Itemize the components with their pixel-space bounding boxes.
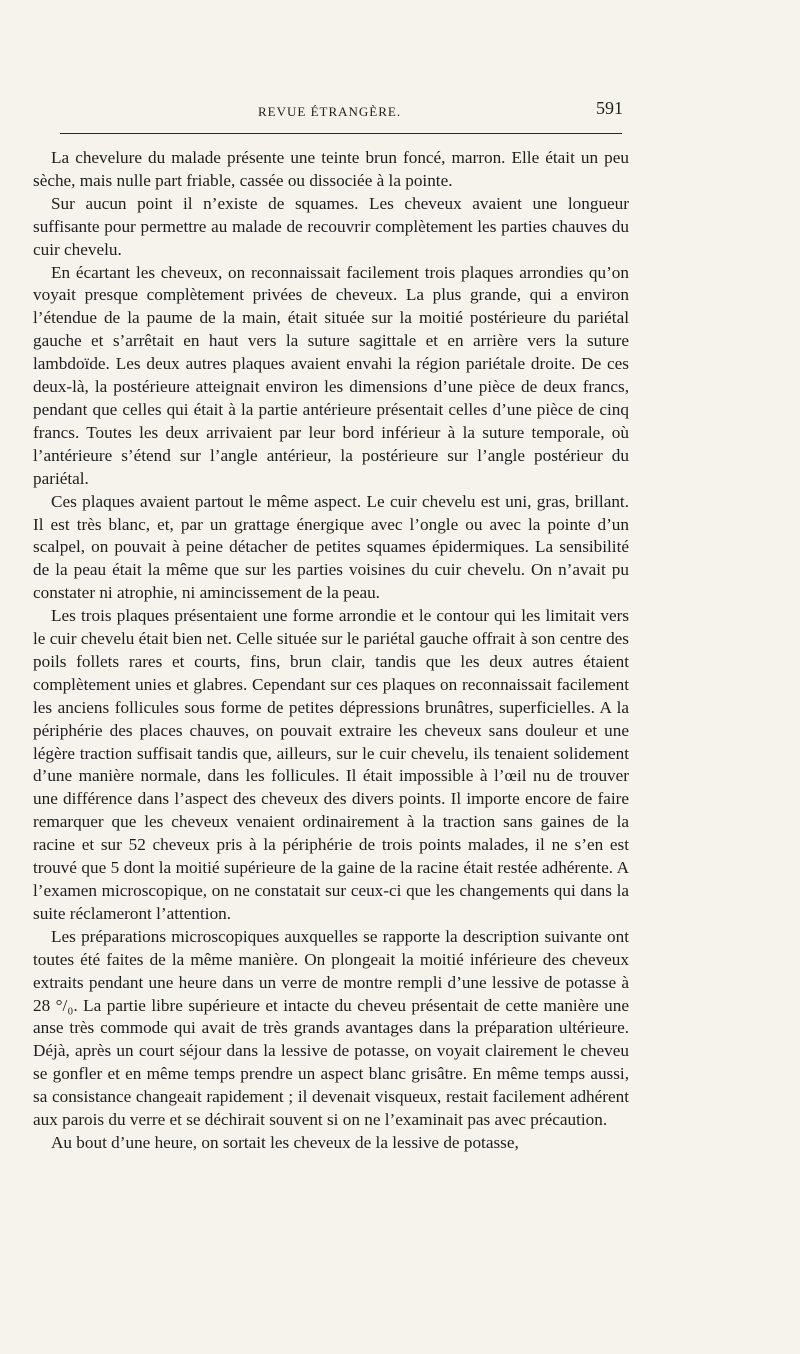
- body-text: [33, 147, 629, 1155]
- paragraph: Les préparations microscopiques auxquelles se rapporte la description suivante ont toutes été faites de la même manière. On plongeait la moitié inférieure des cheveux extraits pendant une heure dans un verre de montre rempli d’une lessive de potasse à 28 °/₀. La partie libre supérieure et intacte du cheveu présentait de cette manière une anse très commode qui avait de très grands avantages dans la préparation ultérieure. Déjà, après un court séjour dans la lessive de potasse, on voyait clairement le cheveu se gonfler et en même temps prendre un aspect blanc grisâtre. En même temps aussi, sa consistance changeait rapidement ; il devenait visqueux, restait facilement adhérent aux parois du verre et se déchirait souvent si on ne l’examinait pas avec précaution.: [33, 926, 629, 1130]
- paragraph: Au bout d’une heure, on sortait les cheveux de la lessive de potasse,: [51, 1132, 519, 1152]
- paragraph: La chevelure du malade présente une teinte brun foncé, marron. Elle était un peu sèche, mais nulle part friable, cassée ou dissociée à la pointe.: [33, 148, 629, 190]
- paragraph: Sur aucun point il n’existe de squames. Les cheveux avaient une longueur suffisante pour permettre au malade de recouvrir complètement les parties chauves du cuir chevelu.: [33, 193, 629, 259]
- paragraph: Ces plaques avaient partout le même aspect. Le cuir chevelu est uni, gras, brillant. Il est très blanc, et, par un grattage énergique avec l’ongle ou avec la pointe d’un scalpel, on pouvait à peine détacher de petites squames épidermiques. La sensibilité de la peau était la même que sur les parties voisines du cuir chevelu. On n’avait pu constater ni atrophie, ni amincissement de la peau.: [33, 491, 629, 603]
- paragraph: En écartant les cheveux, on reconnaissait facilement trois plaques arrondies qu’on voyait presque complètement privées de cheveux. La plus grande, qui a environ l’étendue de la paume de la main, était située sur la moitié postérieure du pariétal gauche et s’arrêtait en haut vers la suture sagittale et en arrière vers la suture lambdoïde. Les deux autres plaques avaient envahi la région pariétale droite. De ces deux-là, la postérieure atteignait environ les dimensions d’une pièce de deux francs, pendant que celles qui était à la partie antérieure présentait celles d’une pièce de cinq francs. Toutes les deux arrivaient par leur bord inférieur à la suture temporale, où l’antérieure s’étend sur l’angle antérieur, la postérieure sur l’angle postérieur du pariétal.: [33, 262, 629, 488]
- paragraph: Les trois plaques présentaient une forme arrondie et le contour qui les limitait vers le cuir chevelu était bien net. Celle située sur le pariétal gauche offrait à son centre des poils follets rares et courts, fins, brun clair, tandis que les deux autres étaient complètement unies et glabres. Cependant sur ces plaques on reconnaissait facilement les anciens follicules sous forme de petites dépressions brunâtres, superficielles. A la périphérie des places chauves, on pouvait extraire les cheveux sans douleur et une légère traction suffisait tandis que, ailleurs, sur le cuir chevelu, ils tenaient solidement d’une manière normale, dans les follicules. Il était impossible à l’œil nu de trouver une différence dans l’aspect des cheveux des divers points. Il importe encore de faire remarquer que les cheveux venaient ordinairement à la traction sans gaines de la racine et sur 52 cheveux pris à la périphérie de trois points malades, il ne s’en est trouvé que 5 dont la moitié supérieure de la gaine de la racine était restée adhérente. A l’examen microscopique, on ne constatait sur ceux-ci que les changements qui dans la suite réclameront l’attention.: [33, 606, 629, 923]
- running-head: [0, 98, 640, 128]
- header-rule: [60, 133, 622, 134]
- page-number: 591: [596, 98, 623, 118]
- running-title: REVUE ÉTRANGÈRE.: [258, 104, 402, 119]
